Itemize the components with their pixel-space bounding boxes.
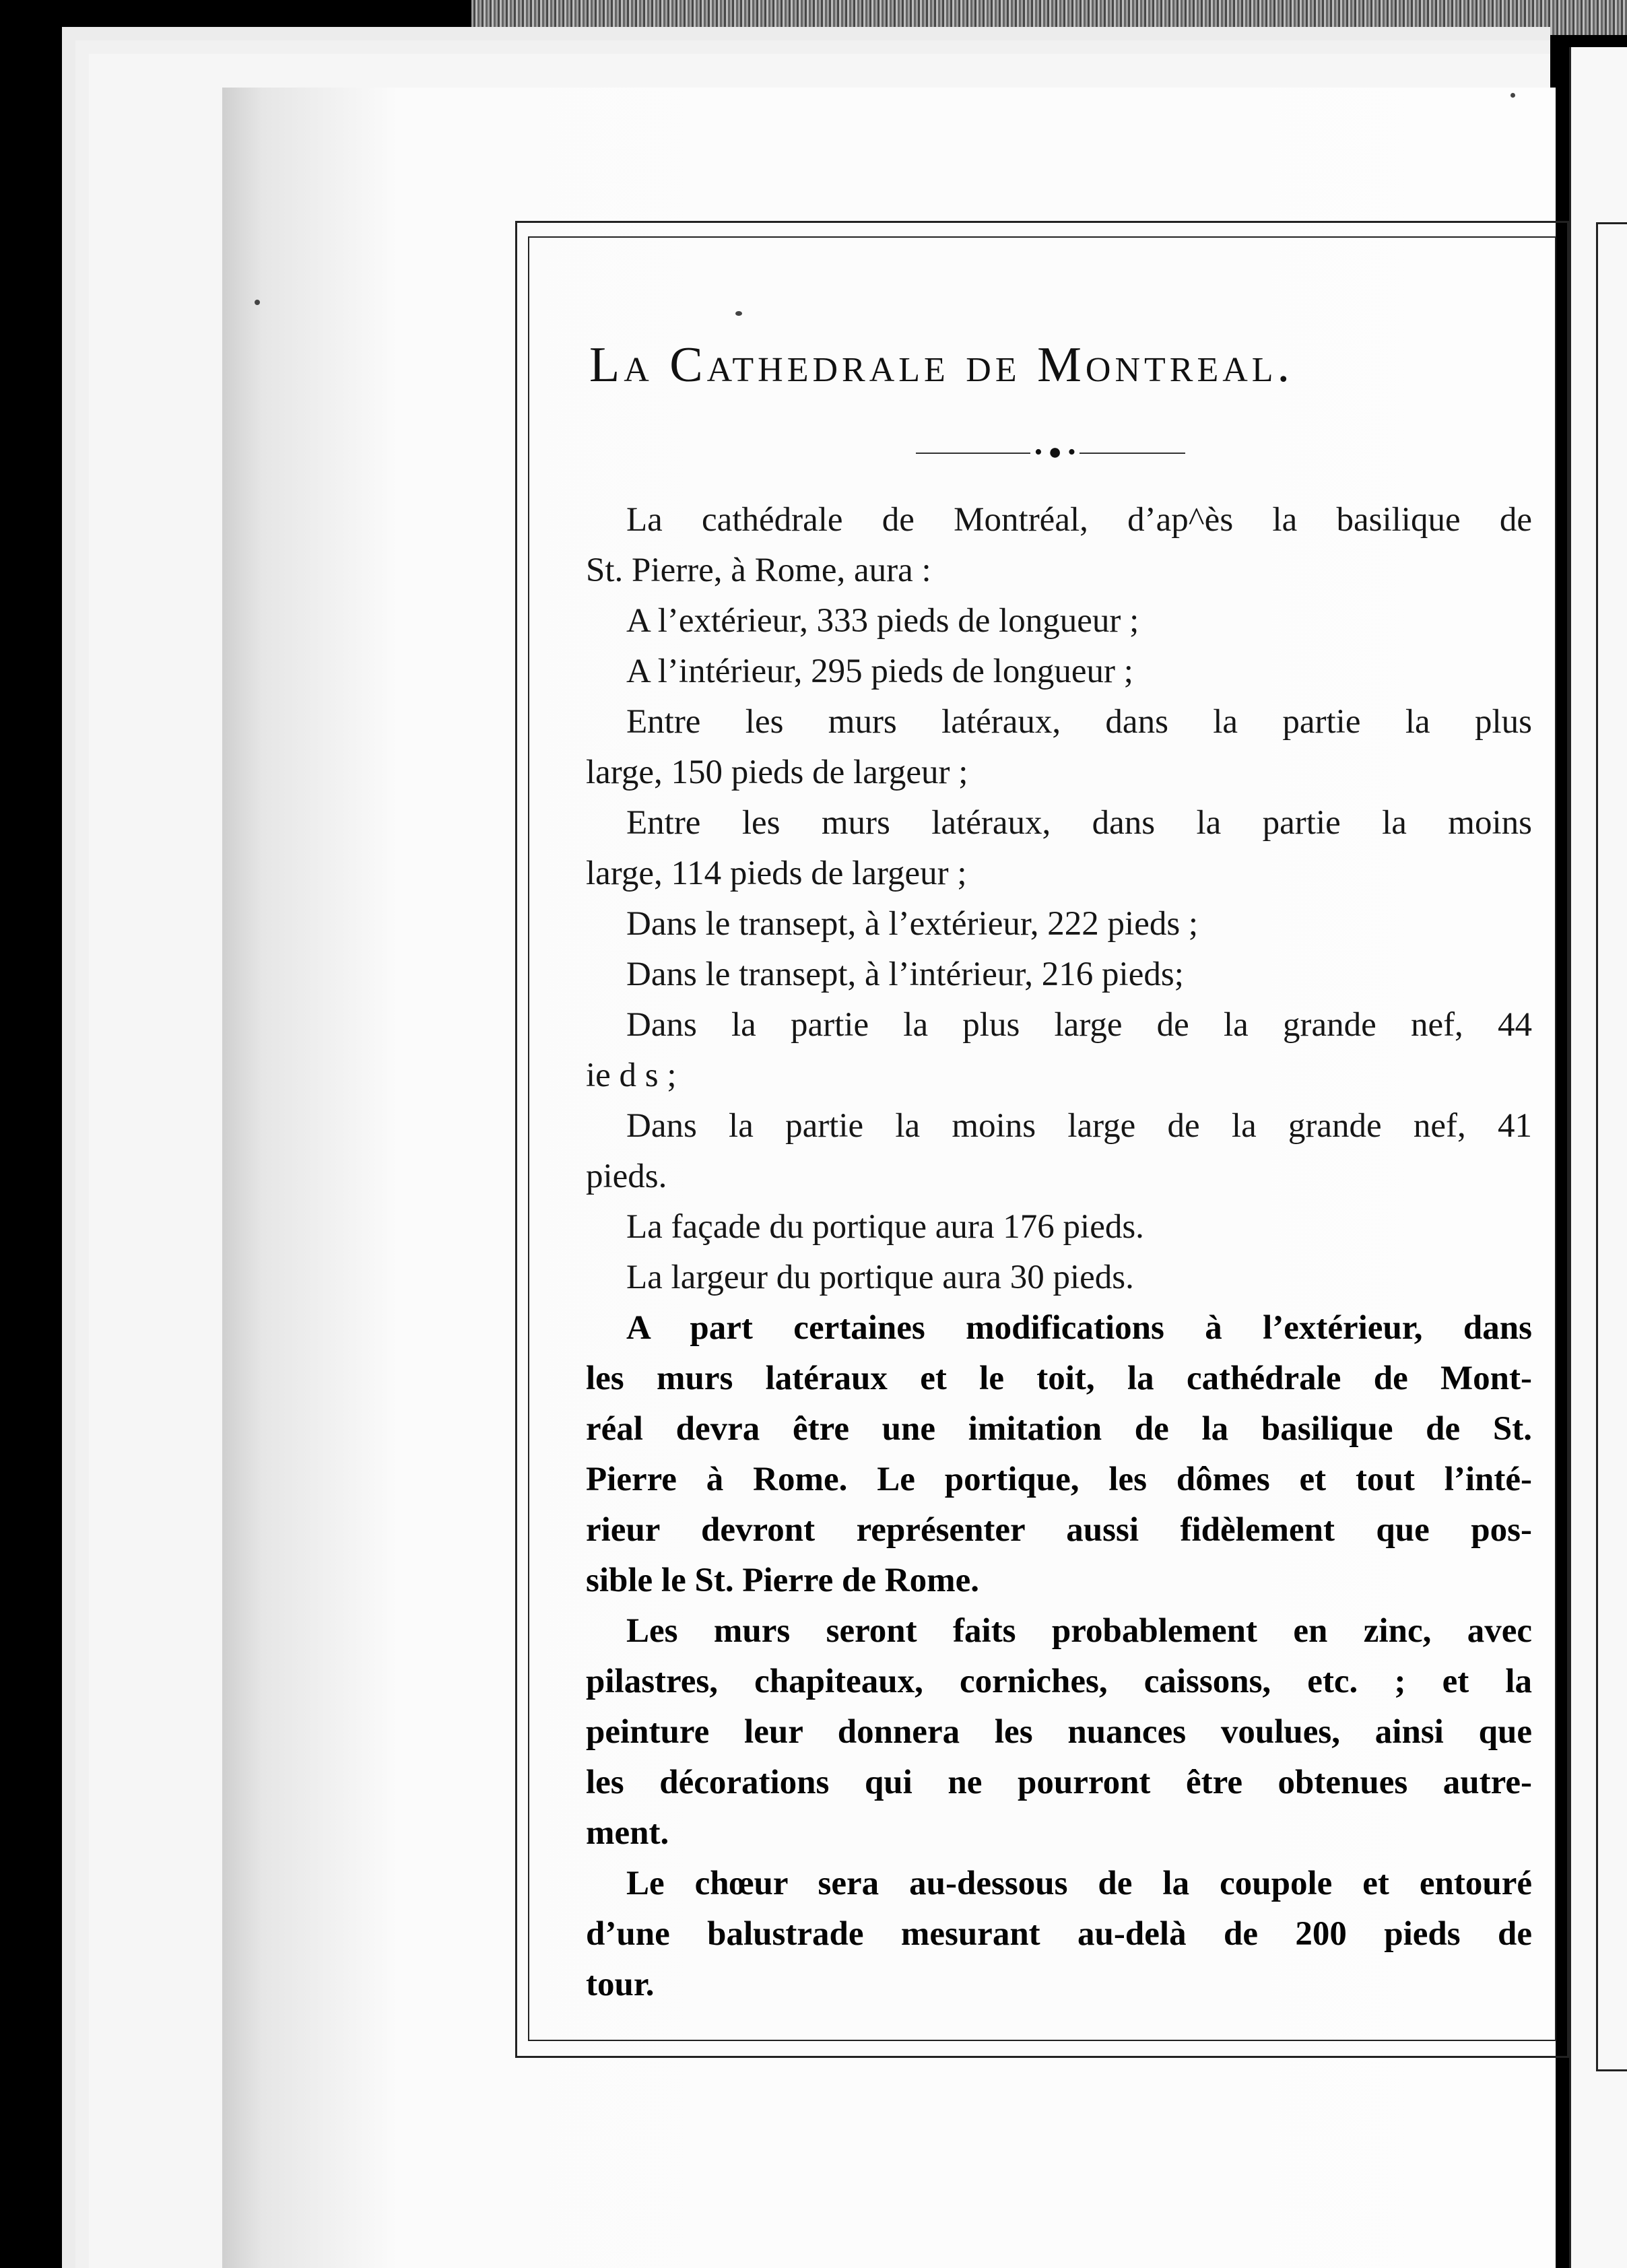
text-line: A l’intérieur, 295 pieds de longueur ; — [626, 653, 1133, 690]
text-line: La façade du portique aura 176 pieds. — [626, 1208, 1144, 1246]
text-line: ie d s ; — [586, 1057, 677, 1094]
text-line: Pierre à Rome. Le portique, les dômes et tout l’inté- — [586, 1461, 1532, 1498]
paper-speck — [735, 311, 742, 316]
divider-ornament: • ● • — [1030, 441, 1080, 464]
page-title: La Cathedrale de Montreal. — [589, 337, 1294, 393]
text-line: rieur devront représenter aussi fidèlement que pos- — [586, 1511, 1532, 1549]
text-line: sible le St. Pierre de Rome. — [586, 1562, 979, 1599]
paper-speck — [1510, 93, 1515, 98]
text-line: La largeur du portique aura 30 pieds. — [626, 1259, 1134, 1296]
text-line: pieds. — [586, 1158, 667, 1195]
text-line: Le chœur sera au-dessous de la coupole et entouré — [626, 1865, 1532, 1902]
text-line: A part certaines modifications à l’extérieur, dans — [626, 1309, 1532, 1347]
text-line: les décorations qui ne pourront être obtenues autre- — [586, 1764, 1532, 1801]
text-line: réal devra être une imitation de la basilique de St. — [586, 1410, 1532, 1448]
text-line: Entre les murs latéraux, dans la partie la plus — [626, 703, 1532, 741]
text-line: La cathédrale de Montréal, d’ap^ès la basilique de — [626, 501, 1532, 539]
text-line: A l’extérieur, 333 pieds de longueur ; — [626, 602, 1139, 640]
text-line: d’une balustrade mesurant au-delà de 200 pieds de — [586, 1915, 1532, 1953]
paper-speck — [255, 300, 260, 305]
text-line: pilastres, chapiteaux, corniches, caissons, etc. ; et la — [586, 1663, 1532, 1700]
text-line: Dans le transept, à l’extérieur, 222 pieds ; — [626, 905, 1199, 943]
text-line: Les murs seront faits probablement en zinc, avec — [626, 1612, 1532, 1650]
body-text — [586, 495, 1532, 2010]
text-line: ment. — [586, 1814, 669, 1852]
text-line: Dans la partie la moins large de la grande nef, 41 — [626, 1107, 1532, 1145]
text-line: peinture leur donnera les nuances voulues, ainsi que — [586, 1713, 1532, 1751]
text-line: large, 150 pieds de largeur ; — [586, 754, 968, 791]
text-line: Dans le transept, à l’intérieur, 216 pieds; — [626, 956, 1184, 993]
text-line: tour. — [586, 1966, 655, 2003]
text-line: St. Pierre, à Rome, aura : — [586, 552, 931, 589]
text-line: Dans la partie la plus large de la grande nef, 44 — [626, 1006, 1532, 1044]
adjacent-page-frame — [1596, 222, 1627, 2071]
text-line: Entre les murs latéraux, dans la partie la moins — [626, 804, 1532, 842]
text-line: large, 114 pieds de largeur ; — [586, 855, 967, 892]
text-line: les murs latéraux et le toit, la cathédrale de Mont- — [586, 1360, 1532, 1397]
